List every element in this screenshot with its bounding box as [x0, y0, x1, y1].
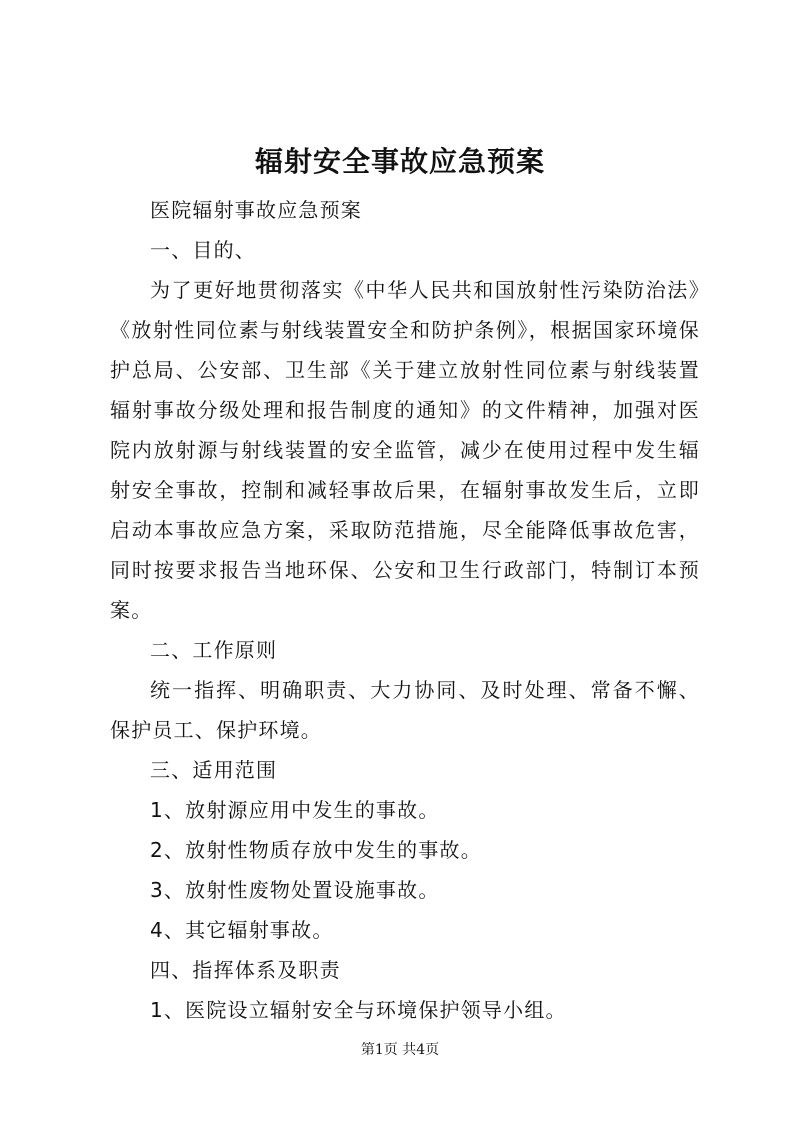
list-item: 4、其它辐射事故。	[150, 918, 334, 942]
page-footer: 第1页 共4页	[360, 1042, 440, 1058]
document-title: 辐射安全事故应急预案	[254, 145, 545, 178]
list-item: 2、放射性物质存放中发生的事故。	[150, 838, 482, 862]
section-heading-principles: 二、工作原则	[150, 638, 278, 662]
paragraph-principles: 统一指挥、明确职责、大力协同、及时处理、常备不懈、保护员工、保护环境。	[110, 678, 700, 742]
paragraph-purpose: 为了更好地贯彻落实《中华人民共和国放射性污染防治法》《放射性同位素与射线装置安全和防护条例》，根据国家环境保护总局、公安部、卫生部《关于建立放射性同位素与射线装置辐射事故分级处理和报告制度的通知》的文件精神，加强对医院内放射源与射线装置的安全监管，减少在使用过程中发生辐射安全事故，控制和减轻事故后果，在辐射事故发生后，立即启动本事故应急方案，采取防范措施，尽全能降低事故危害，同时按要求报告当地环保、公安和卫生行政部门，特制订本预案。	[110, 278, 700, 622]
list-item: 3、放射性废物处置设施事故。	[150, 878, 440, 902]
list-item: 1、放射源应用中发生的事故。	[150, 798, 440, 822]
section-heading-command: 四、指挥体系及职责	[150, 958, 341, 982]
list-item: 1、医院设立辐射安全与环境保护领导小组。	[150, 998, 567, 1022]
section-heading-scope: 三、适用范围	[150, 758, 278, 782]
section-heading-purpose: 一、目的、	[150, 238, 256, 262]
paragraph-subtitle: 医院辐射事故应急预案	[150, 198, 362, 222]
document-body	[110, 190, 700, 1030]
